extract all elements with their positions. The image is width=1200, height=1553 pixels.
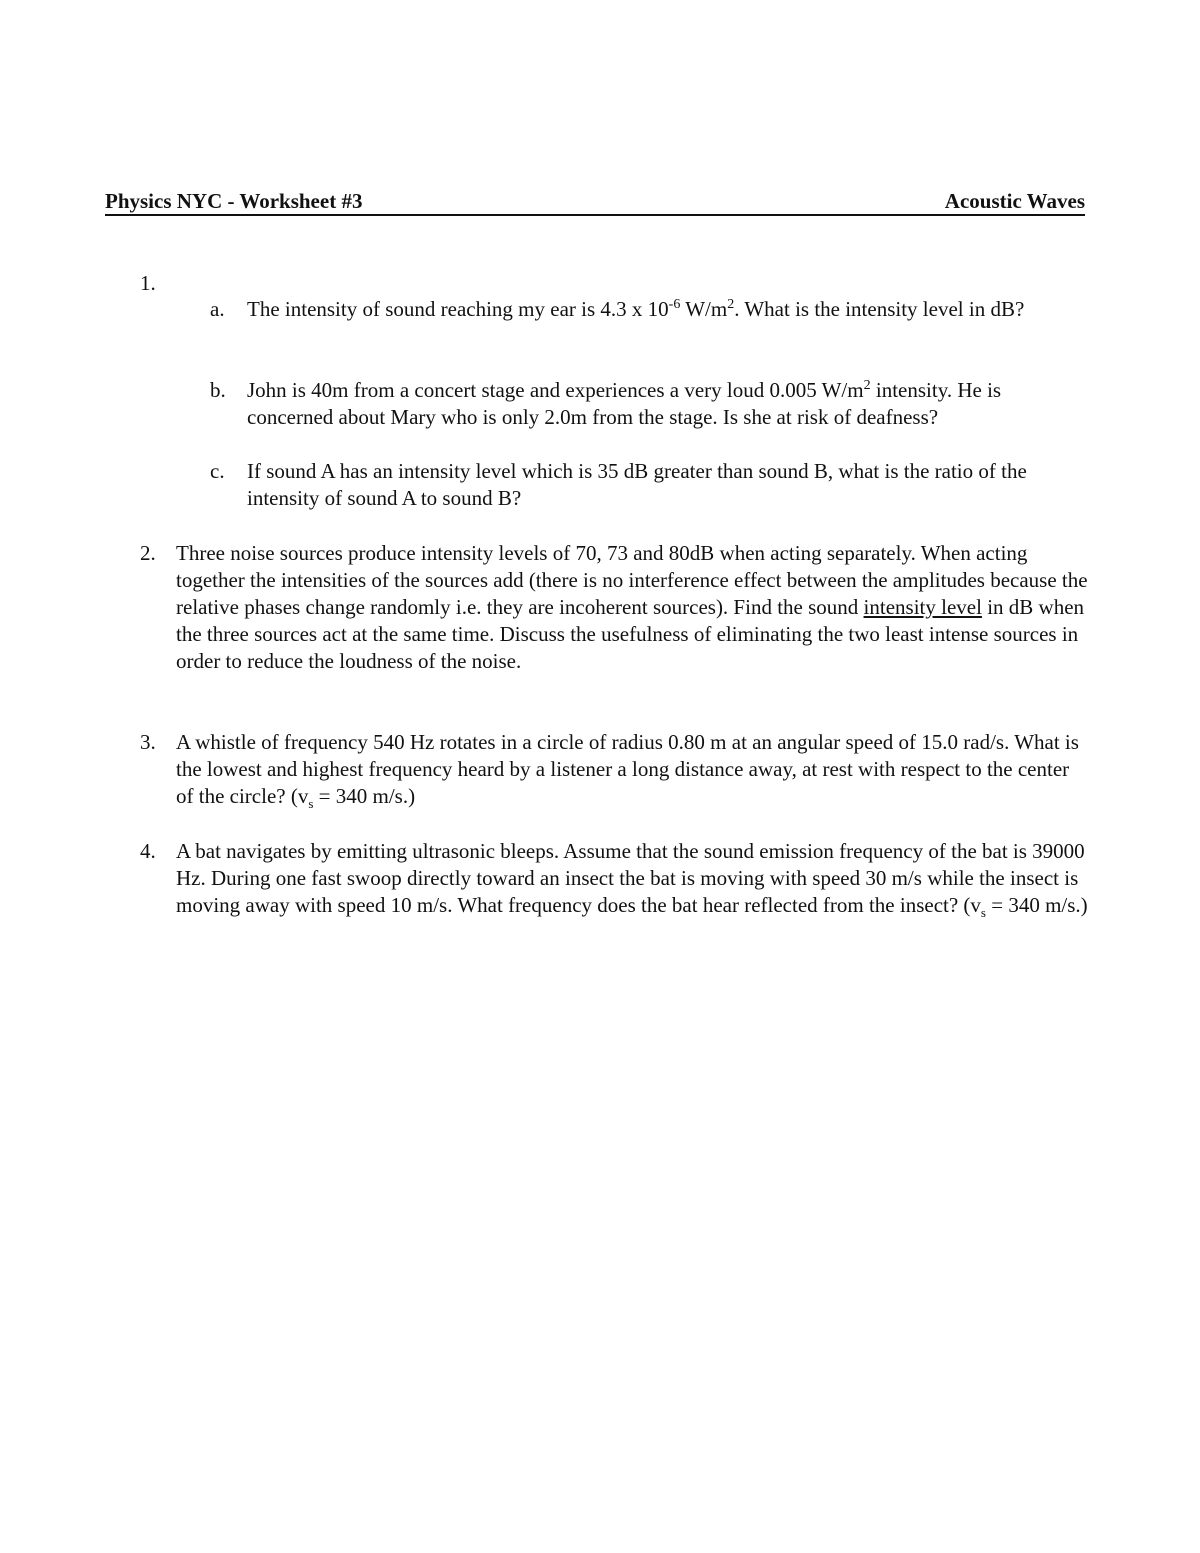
question-number: 2.: [140, 541, 156, 565]
part-text: If sound A has an intensity level which is 35 dB greater than sound B, what is the ratio of the intensity of sound A to sound B?: [247, 459, 1027, 510]
worksheet-header: [105, 188, 1085, 216]
header-topic: Acoustic Waves: [944, 189, 1085, 213]
part-text: John is 40m from a concert stage and experiences a very loud 0.005 $W/m^2$ intensity. He is concerned about Mary who is only 2.0m from the stage. Is she at risk of deafness?: [247, 378, 1002, 429]
header-title: Physics NYC - Worksheet #3: [105, 189, 363, 213]
part-letter: b.: [210, 378, 226, 402]
question-number: 4.: [140, 839, 156, 863]
part-text: The intensity of sound reaching my ear is 4.3 x $10^{-6}$ $W/m^2$. What is the intensity level in dB?: [247, 297, 1025, 321]
question-text: Three noise sources produce intensity levels of 70, 73 and 80dB when acting separately. When acting together the intensities of the sources add (there is no interference effect between the amplitudes because the relative phases change randomly i.e. they are incoherent sources). Find the sound intensity level in dB when the three sources act at the same time. Discuss the usefulness of eliminating the two least intense sources in order to reduce the loudness of the noise.: [176, 541, 1088, 673]
question-text: A bat navigates by emitting ultrasonic bleeps. Assume that the sound emission frequency of the bat is 39000 Hz. During one fast swoop directly toward an insect the bat is moving with speed 30 m/s while the insect is moving away with speed 10 m/s. What frequency does the bat hear reflected from the insect? ($v_s = 340$ m/s.): [176, 839, 1088, 921]
question-number: 3.: [140, 730, 156, 754]
question-text: A whistle of frequency 540 Hz rotates in a circle of radius 0.80 m at an angular speed of 15.0 rad/s. What is the lowest and highest frequency heard by a listener a long distance away, at rest with respect to the center of the circle? ($v_s = 340$ m/s.): [176, 730, 1079, 812]
part-letter: a.: [210, 297, 225, 321]
part-letter: c.: [210, 459, 225, 483]
question-number: 1.: [140, 271, 156, 295]
underlined-term: intensity level: [863, 595, 982, 619]
